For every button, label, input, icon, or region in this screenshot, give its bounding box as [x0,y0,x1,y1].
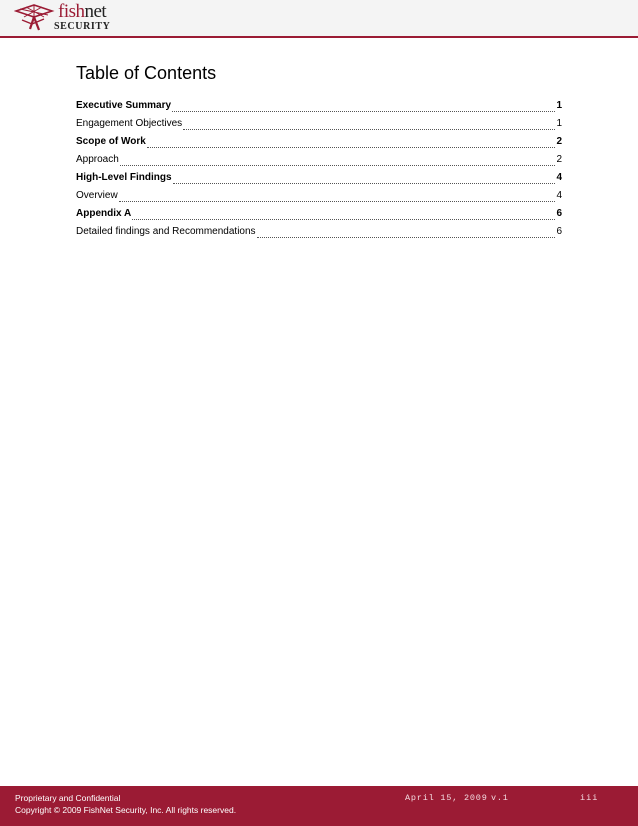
page-header [0,0,638,38]
toc-entry-label: Appendix A [76,208,132,219]
toc-entry-page: 1 [556,118,562,129]
toc-entry[interactable] [76,112,562,130]
toc-entry-label: Overview [76,190,118,201]
fishnet-logo-icon [14,2,56,34]
toc-entry[interactable] [76,166,562,184]
toc-entry-label: Approach [76,154,119,165]
toc-title: Table of Contents [76,63,217,83]
toc-dot-leader [257,228,556,238]
toc-entry[interactable] [76,94,562,112]
toc-entry-label: Engagement Objectives [76,118,183,129]
toc-dot-leader [147,138,556,148]
footer-date: April 15, 2009 [405,793,488,803]
toc-entry-label: High-Level Findings [76,172,172,183]
toc-list [76,94,562,238]
footer-page-number: iii [580,793,599,803]
footer-confidential: Proprietary and Confidential [15,793,121,803]
toc-entry-label: Detailed findings and Recommendations [76,226,256,237]
toc-entry[interactable] [76,130,562,148]
toc-entry-page: 6 [556,226,562,237]
toc-entry-page: 4 [556,172,562,183]
logo-security-text: SECURITY [54,21,111,32]
toc-entry-page: 4 [556,190,562,201]
fishnet-security-logo [14,2,134,34]
toc-entry[interactable] [76,202,562,220]
toc-entry[interactable] [76,184,562,202]
logo-wordmark: fishnet [58,1,107,22]
table-of-contents [76,62,562,238]
toc-dot-leader [119,192,556,202]
footer-version: v.1 [491,793,509,803]
toc-entry[interactable] [76,220,562,238]
toc-entry-label: Executive Summary [76,100,172,111]
toc-entry-page: 1 [556,100,562,111]
toc-dot-leader [120,156,556,166]
page-footer [0,786,638,826]
toc-dot-leader [132,210,555,220]
footer-copyright: Copyright © 2009 FishNet Security, Inc. All rights reserved. [15,805,237,815]
toc-entry[interactable] [76,148,562,166]
toc-dot-leader [172,102,555,112]
toc-entry-page: 2 [556,136,562,147]
toc-entry-page: 6 [556,208,562,219]
toc-dot-leader [183,120,555,130]
toc-entry-label: Scope of Work [76,136,146,147]
toc-dot-leader [173,174,556,184]
toc-entry-page: 2 [556,154,562,165]
